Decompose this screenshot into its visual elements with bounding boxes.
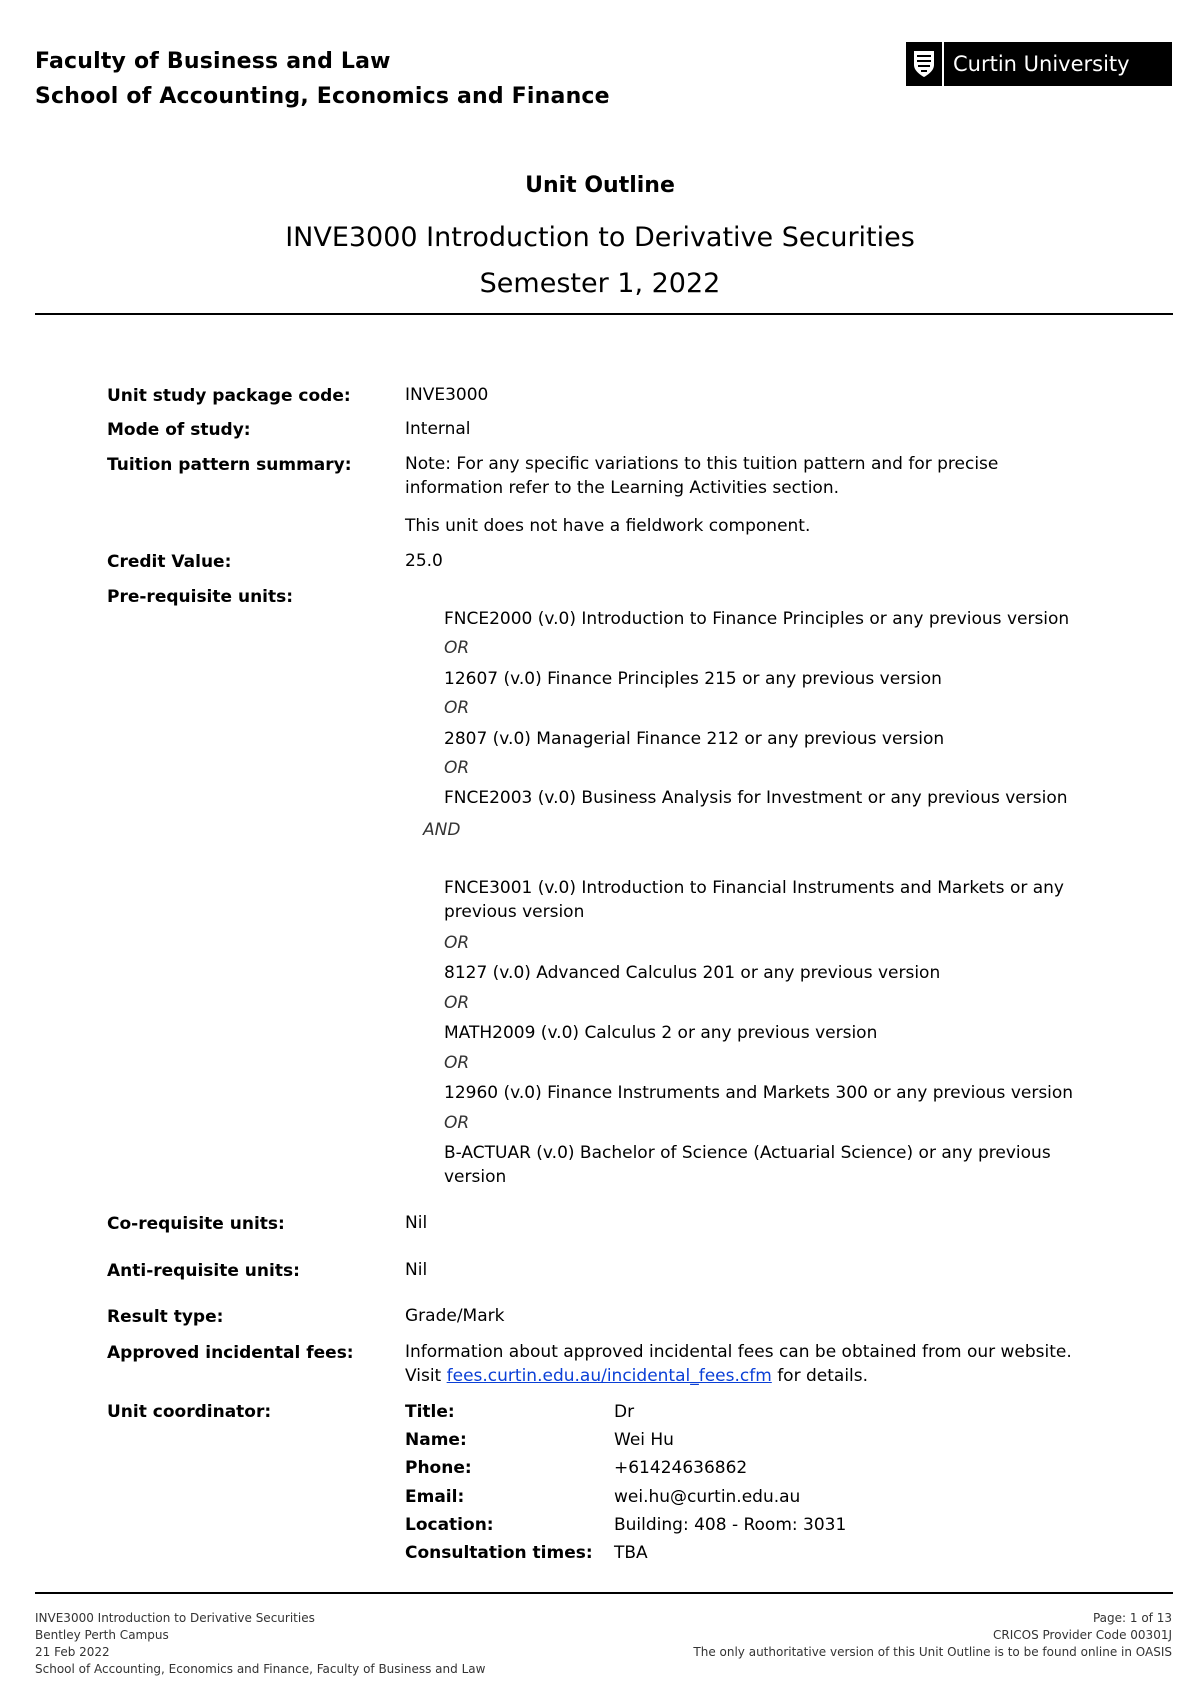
prereq-label: Pre-requisite units: xyxy=(107,587,294,607)
fees-link[interactable]: fees.curtin.edu.au/incidental_fees.cfm xyxy=(446,1366,772,1386)
coord-email-label: Email: xyxy=(405,1487,465,1507)
coord-title-label: Title: xyxy=(405,1402,455,1422)
coord-consult-value: TBA xyxy=(614,1543,648,1563)
faculty-name: Faculty of Business and Law xyxy=(35,49,391,74)
or-connector: OR xyxy=(444,1053,470,1073)
footer-school: School of Accounting, Economics and Finance, Faculty of Business and Law xyxy=(35,1662,486,1676)
prereq-item-cont: version xyxy=(444,1167,507,1187)
antireq-label: Anti-requisite units: xyxy=(107,1261,300,1281)
coordinator-label: Unit coordinator: xyxy=(107,1402,272,1422)
fees-after-text: for details. xyxy=(771,1366,869,1386)
logo-text: Curtin University xyxy=(953,52,1130,76)
prereq-item: MATH2009 (v.0) Calculus 2 or any previous version xyxy=(444,1023,878,1043)
semester: Semester 1, 2022 xyxy=(479,268,721,299)
fees-label: Approved incidental fees: xyxy=(107,1343,354,1363)
mode-value: Internal xyxy=(405,419,471,439)
coord-consult-label: Consultation times: xyxy=(405,1543,593,1563)
footer-cricos: CRICOS Provider Code 00301J xyxy=(993,1628,1172,1642)
prereq-item: FNCE2003 (v.0) Business Analysis for Investment or any previous version xyxy=(444,788,1068,808)
tuition-label: Tuition pattern summary: xyxy=(107,455,352,475)
unit-title: INVE3000 Introduction to Derivative Securities xyxy=(285,222,915,253)
prereq-item: B-ACTUAR (v.0) Bachelor of Science (Actuarial Science) or any previous xyxy=(444,1143,1051,1163)
fees-info: Information about approved incidental fees can be obtained from our website. xyxy=(405,1342,1072,1362)
fees-visit-text: Visit xyxy=(405,1366,447,1386)
coord-phone-label: Phone: xyxy=(405,1458,472,1478)
footer-right xyxy=(693,1610,1172,1661)
prereq-item: 12607 (v.0) Finance Principles 215 or any previous version xyxy=(444,669,942,689)
footer-date: 21 Feb 2022 xyxy=(35,1645,110,1659)
package-code-label: Unit study package code: xyxy=(107,386,351,406)
or-connector: OR xyxy=(444,698,470,718)
or-connector: OR xyxy=(444,1113,470,1133)
or-connector: OR xyxy=(444,993,470,1013)
school-name: School of Accounting, Economics and Finance xyxy=(35,84,610,109)
tuition-note-line2: information refer to the Learning Activities section. xyxy=(405,478,839,498)
prereq-item: 8127 (v.0) Advanced Calculus 201 or any previous version xyxy=(444,963,941,983)
university-logo xyxy=(906,42,1172,86)
footer-page: Page: 1 of 13 xyxy=(1092,1611,1172,1625)
fieldwork-note: This unit does not have a fieldwork component. xyxy=(405,516,811,536)
header-divider xyxy=(35,313,1173,315)
coord-title-value: Dr xyxy=(614,1402,635,1422)
tuition-note-line1: Note: For any specific variations to this tuition pattern and for precise xyxy=(405,454,999,474)
prereq-item: 2807 (v.0) Managerial Finance 212 or any previous version xyxy=(444,729,945,749)
result-type-value: Grade/Mark xyxy=(405,1306,505,1326)
fees-visit-line xyxy=(405,1364,868,1388)
or-connector: OR xyxy=(444,638,470,658)
credit-label: Credit Value: xyxy=(107,552,232,572)
or-connector: OR xyxy=(444,758,470,778)
result-type-label: Result type: xyxy=(107,1307,224,1327)
coord-phone-value: +61424636862 xyxy=(614,1458,748,1478)
footer-left xyxy=(35,1610,485,1678)
or-connector: OR xyxy=(444,933,470,953)
prereq-item: FNCE2000 (v.0) Introduction to Finance Principles or any previous version xyxy=(444,609,1070,629)
coord-name-value: Wei Hu xyxy=(614,1430,674,1450)
footer-unit: INVE3000 Introduction to Derivative Securities xyxy=(35,1611,315,1625)
prereq-item-cont: previous version xyxy=(444,902,585,922)
faculty-header xyxy=(35,44,610,114)
and-connector: AND xyxy=(423,820,461,840)
document-type: Unit Outline xyxy=(525,173,675,198)
coord-email-value: wei.hu@curtin.edu.au xyxy=(614,1487,801,1507)
footer-authoritative: The only authoritative version of this Unit Outline is to be found online in OASIS xyxy=(693,1645,1172,1659)
coord-location-label: Location: xyxy=(405,1515,494,1535)
crest-icon xyxy=(906,42,944,86)
package-code-value: INVE3000 xyxy=(405,385,489,405)
prereq-item: 12960 (v.0) Finance Instruments and Markets 300 or any previous version xyxy=(444,1083,1074,1103)
mode-label: Mode of study: xyxy=(107,420,251,440)
prereq-item: FNCE3001 (v.0) Introduction to Financial Instruments and Markets or any xyxy=(444,878,1064,898)
coord-name-label: Name: xyxy=(405,1430,467,1450)
coreq-label: Co-requisite units: xyxy=(107,1214,285,1234)
credit-value: 25.0 xyxy=(405,551,443,571)
footer-divider xyxy=(35,1592,1173,1594)
antireq-value: Nil xyxy=(405,1260,428,1280)
coord-location-value: Building: 408 - Room: 3031 xyxy=(614,1515,847,1535)
coreq-value: Nil xyxy=(405,1213,428,1233)
footer-campus: Bentley Perth Campus xyxy=(35,1628,169,1642)
